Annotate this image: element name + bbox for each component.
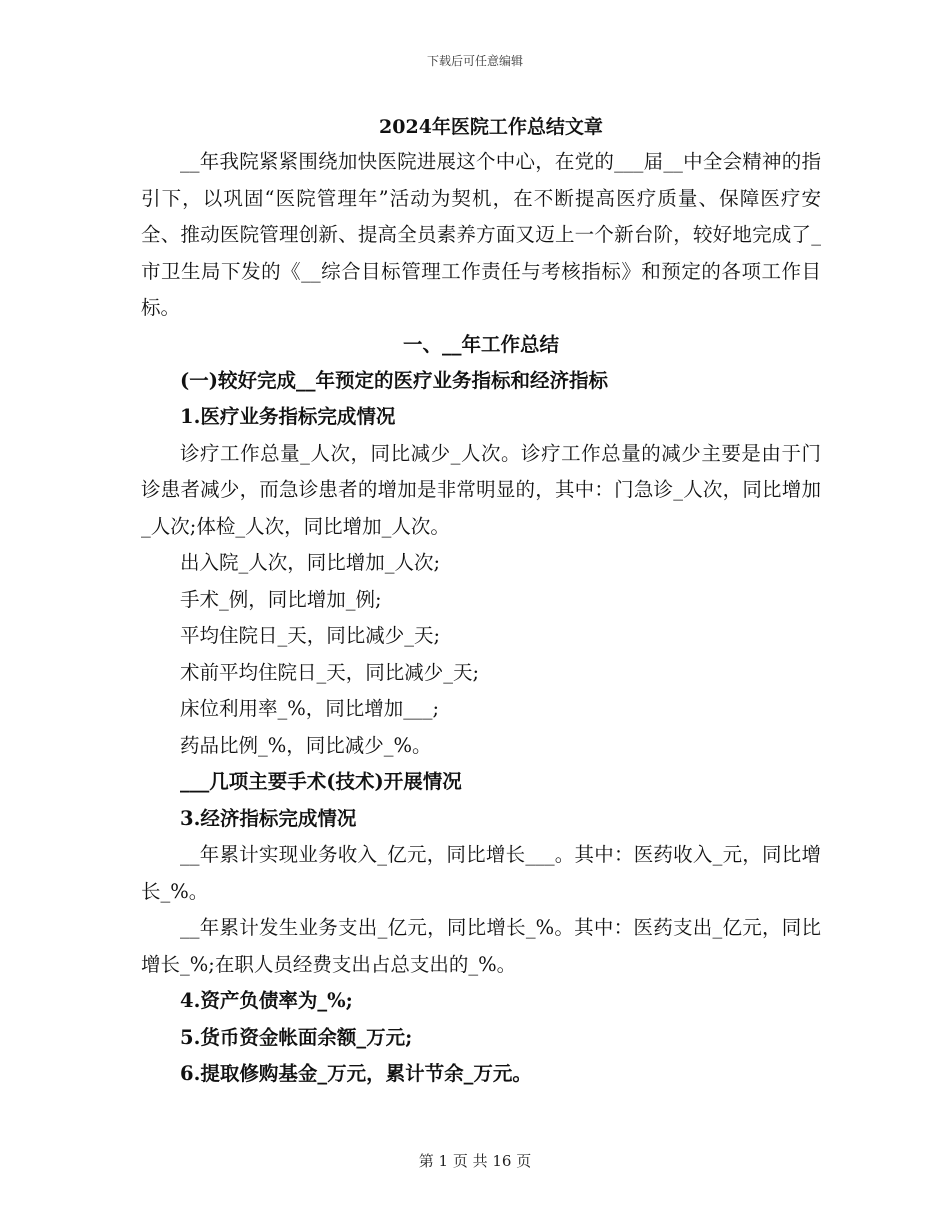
stat-line: 出入院_人次，同比增加_人次; — [180, 551, 441, 574]
medical-paragraph: 诊疗工作总量_人次，同比减少_人次。诊疗工作总量的减少主要是由于门诊患者减少，而急诊患者的增加是非常明显的，其中：门急诊_人次，同比增加_人次;体检_人次，同比增加_人次。 — [141, 441, 821, 538]
document-body — [141, 110, 821, 1093]
intro-paragraph: __年我院紧紧围绕加快医院进展这个中心，在党的___届__中全会精神的指引下，以巩固“医院管理年”活动为契机，在不断提高医疗质量、保障医疗安全、推动医院管理创新、提高全员素养方面又迈上一个新台阶，较好地完成了_市卫生局下发的《__综合目标管理工作责任与考核指标》和预定的各项工作目标。 — [141, 150, 821, 319]
stat-line: 平均住院日_天，同比减少_天; — [180, 624, 441, 647]
stat-line: 术前平均住院日_天，同比减少_天; — [180, 660, 480, 684]
stat-line: 床位利用率_%，同比增加___; — [180, 697, 440, 720]
item-heading-6: 6.提取修购基金_万元，累计节余_万元。 — [180, 1062, 532, 1085]
subsection-heading-1: (一)较好完成__年预定的医疗业务指标和经济指标 — [180, 368, 608, 392]
document-title: 2024年医院工作总结文章 — [379, 116, 603, 138]
page-footer: 第 1 页 共 16 页 — [418, 1152, 532, 1170]
section-heading-1: 一、__年工作总结 — [402, 332, 559, 356]
stat-line: 药品比例_%，同比减少_%。 — [180, 733, 432, 757]
item-heading-5: 5.货币资金帐面余额_万元; — [180, 1025, 413, 1049]
item-heading-3: 3.经济指标完成情况 — [180, 806, 357, 830]
income-paragraph: __年累计实现业务收入_亿元，同比增长___。其中：医药收入_元，同比增长_%。 — [141, 843, 821, 903]
expense-paragraph: __年累计发生业务支出_亿元，同比增长_%。其中：医药支出_亿元，同比增长_%;在职人员经费支出占总支出的_%。 — [141, 916, 821, 976]
item-heading-4: 4.资产负债率为_%; — [180, 989, 353, 1012]
page-header: 下载后可任意编辑 — [426, 54, 523, 68]
stat-line: 手术_例，同比增加_例; — [180, 587, 382, 611]
item-heading-2: ___几项主要手术(技术)开展情况 — [180, 770, 462, 793]
item-heading-1: 1.医疗业务指标完成情况 — [180, 405, 396, 428]
